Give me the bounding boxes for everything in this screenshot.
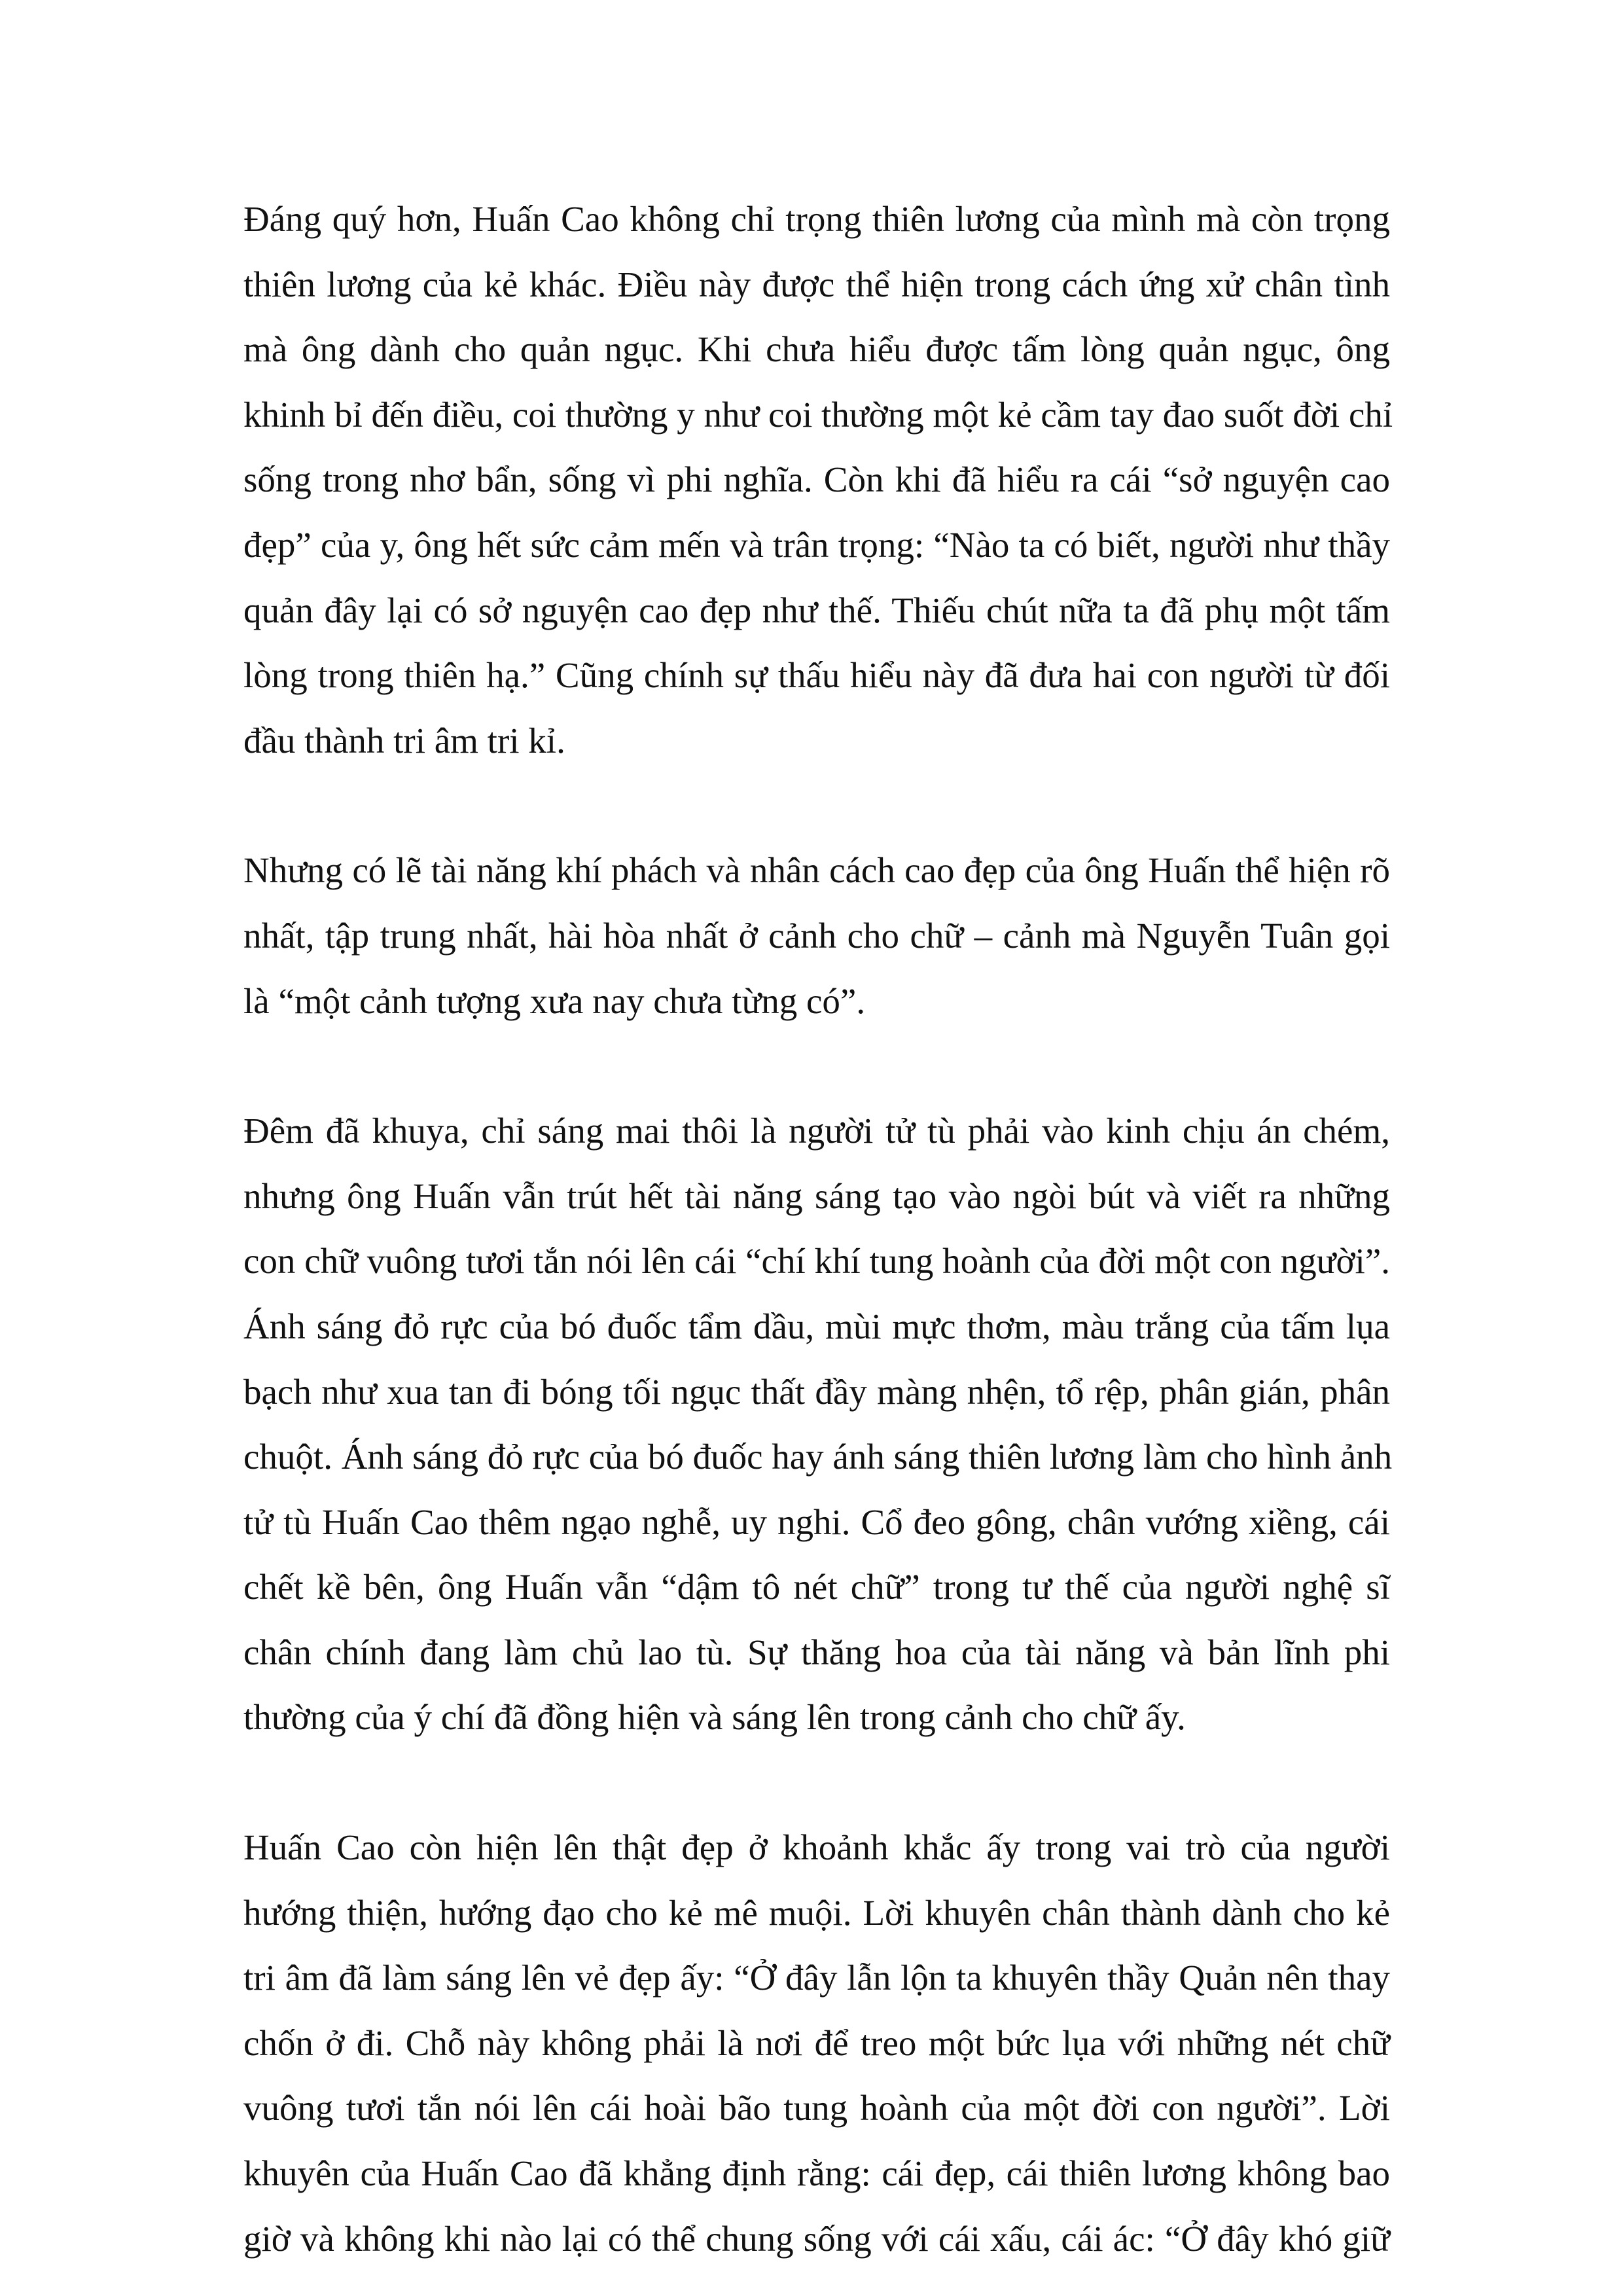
text-line: Huấn Cao còn hiện lên thật đẹp ở khoảnh khắc ấy trong vai trò của người (243, 1827, 1390, 1868)
text-line: chân chính đang làm chủ lao tù. Sự thăng hoa của tài năng và bản lĩnh phi (243, 1632, 1390, 1672)
text-line: nhưng ông Huấn vẫn trút hết tài năng sáng tạo vào ngòi bút và viết ra những (243, 1175, 1390, 1216)
text-line: mà ông dành cho quản ngục. Khi chưa hiểu được tấm lòng quản ngục, ông (243, 329, 1390, 370)
document-page (243, 187, 1393, 2271)
text-line: lòng trong thiên hạ.” Cũng chính sự thấu hiểu này đã đưa hai con người từ đối (243, 655, 1390, 696)
text-line: đẹp” của y, ông hết sức cảm mến và trân trọng: “Nào ta có biết, người như thầy (243, 524, 1390, 565)
text-line: Nhưng có lẽ tài năng khí phách và nhân cách cao đẹp của ông Huấn thể hiện rõ (243, 850, 1390, 891)
text-line: giờ và không khi nào lại có thể chung sống với cái xấu, cái ác: “Ở đây khó giữ (243, 2218, 1390, 2259)
text-line: Ánh sáng đỏ rực của bó đuốc tẩm dầu, mùi mực thơm, màu trắng của tấm lụa (243, 1306, 1390, 1346)
paragraph-4 (243, 1815, 1390, 2271)
text-line: hướng thiện, hướng đạo cho kẻ mê muội. Lời khuyên chân thành dành cho kẻ (243, 1892, 1390, 1933)
text-line: là “một cảnh tượng xưa nay chưa từng có”. (243, 980, 866, 1021)
text-line: thiên lương của kẻ khác. Điều này được thể hiện trong cách ứng xử chân tình (243, 264, 1390, 304)
text-line: Đêm đã khuya, chỉ sáng mai thôi là người tử tù phải vào kinh chịu án chém, (243, 1111, 1390, 1151)
text-line: Đáng quý hơn, Huấn Cao không chỉ trọng thiên lương của mình mà còn trọng (243, 199, 1390, 239)
text-line: bạch như xua tan đi bóng tối ngục thất đầy màng nhện, tổ rệp, phân gián, phân (243, 1371, 1390, 1412)
text-line: chết kề bên, ông Huấn vẫn “dậm tô nét chữ” trong tư thế của người nghệ sĩ (243, 1567, 1390, 1607)
text-line: khuyên của Huấn Cao đã khẳng định rằng: cái đẹp, cái thiên lương không bao (243, 2153, 1390, 2194)
text-line: khinh bỉ đến điều, coi thường y như coi thường một kẻ cầm tay đao suốt đời chỉ (243, 394, 1393, 435)
text-line: thường của ý chí đã đồng hiện và sáng lên trong cảnh cho chữ ấy. (243, 1697, 1186, 1738)
text-line: nhất, tập trung nhất, hài hòa nhất ở cảnh cho chữ – cảnh mà Nguyễn Tuân gọi (243, 915, 1390, 956)
paragraph-3 (243, 1098, 1393, 1750)
text-line: con chữ vuông tươi tắn nói lên cái “chí khí tung hoành của đời một con người”. (243, 1241, 1390, 1282)
paragraph-1 (243, 187, 1393, 773)
text-line: sống trong nhơ bẩn, sống vì phi nghĩa. Còn khi đã hiểu ra cái “sở nguyện cao (243, 459, 1390, 500)
text-line: tri âm đã làm sáng lên vẻ đẹp ấy: “Ở đây lẫn lộn ta khuyên thầy Quản nên thay (243, 1958, 1390, 1998)
text-line: chốn ở đi. Chỗ này không phải là nơi để treo một bức lụa với những nét chữ (243, 2022, 1390, 2063)
text-line: chuột. Ánh sáng đỏ rực của bó đuốc hay ánh sáng thiên lương làm cho hình ảnh (243, 1437, 1393, 1477)
text-line: tử tù Huấn Cao thêm ngạo nghễ, uy nghi. Cổ đeo gông, chân vướng xiềng, cái (243, 1501, 1390, 1542)
text-line: quản đây lại có sở nguyện cao đẹp như thế. Thiếu chút nữa ta đã phụ một tấm (243, 590, 1390, 630)
paragraph-2 (243, 838, 1390, 1033)
text-line: đầu thành tri âm tri kỉ. (243, 720, 565, 761)
text-line: vuông tươi tắn nói lên cái hoài bão tung hoành của một đời con người”. Lời (243, 2088, 1390, 2128)
